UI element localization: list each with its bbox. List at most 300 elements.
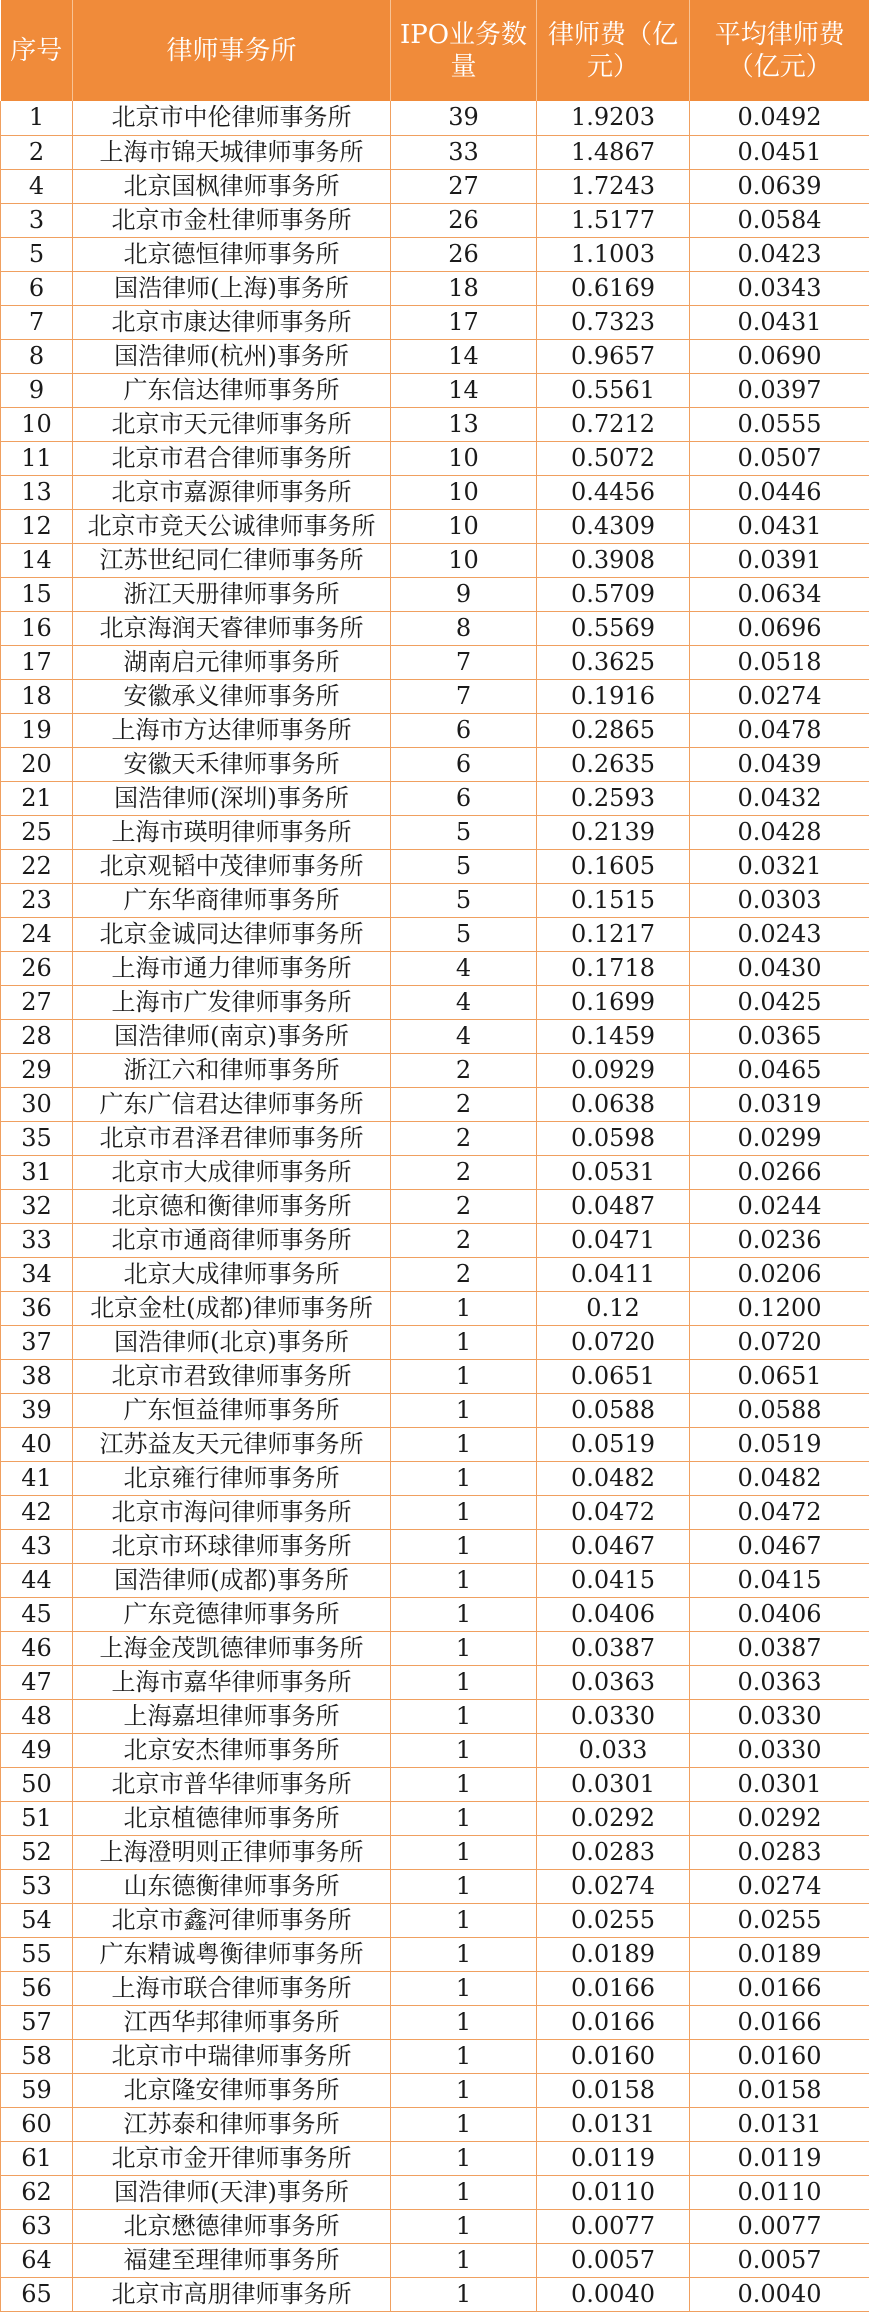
table-row — [1, 1393, 869, 1427]
cell-lawyer-fee: 0.9657 — [537, 339, 690, 373]
cell-ipo-count: 5 — [391, 917, 537, 951]
cell-lawyer-fee: 1.9203 — [537, 101, 690, 135]
cell-lawyer-fee: 0.0301 — [537, 1767, 690, 1801]
cell-law-firm: 北京市嘉源律师事务所 — [73, 475, 391, 509]
cell-rank: 17 — [1, 645, 73, 679]
cell-ipo-count: 1 — [391, 2243, 537, 2277]
cell-ipo-count: 1 — [391, 2209, 537, 2243]
cell-law-firm: 北京安杰律师事务所 — [73, 1733, 391, 1767]
cell-average-fee: 0.0519 — [690, 1427, 869, 1461]
cell-ipo-count: 10 — [391, 509, 537, 543]
cell-rank: 23 — [1, 883, 73, 917]
cell-rank: 5 — [1, 237, 73, 271]
cell-rank: 28 — [1, 1019, 73, 1053]
cell-rank: 58 — [1, 2039, 73, 2073]
cell-rank: 3 — [1, 203, 73, 237]
cell-rank: 44 — [1, 1563, 73, 1597]
cell-rank: 39 — [1, 1393, 73, 1427]
cell-law-firm: 广东竞德律师事务所 — [73, 1597, 391, 1631]
cell-rank: 21 — [1, 781, 73, 815]
cell-ipo-count: 2 — [391, 1121, 537, 1155]
cell-ipo-count: 1 — [391, 1359, 537, 1393]
table-row — [1, 1869, 869, 1903]
cell-lawyer-fee: 0.0189 — [537, 1937, 690, 1971]
cell-law-firm: 北京金杜(成都)律师事务所 — [73, 1291, 391, 1325]
cell-rank: 55 — [1, 1937, 73, 1971]
table-header — [1, 0, 869, 101]
cell-lawyer-fee: 0.0415 — [537, 1563, 690, 1597]
cell-lawyer-fee: 0.7212 — [537, 407, 690, 441]
cell-lawyer-fee: 0.0406 — [537, 1597, 690, 1631]
cell-average-fee: 0.0299 — [690, 1121, 869, 1155]
cell-law-firm: 广东恒益律师事务所 — [73, 1393, 391, 1427]
cell-average-fee: 0.0588 — [690, 1393, 869, 1427]
cell-average-fee: 0.0451 — [690, 135, 869, 169]
table-row — [1, 1495, 869, 1529]
cell-law-firm: 广东华商律师事务所 — [73, 883, 391, 917]
cell-lawyer-fee: 0.0588 — [537, 1393, 690, 1427]
cell-ipo-count: 4 — [391, 985, 537, 1019]
cell-ipo-count: 2 — [391, 1189, 537, 1223]
table-row — [1, 781, 869, 815]
cell-lawyer-fee: 0.0482 — [537, 1461, 690, 1495]
cell-ipo-count: 17 — [391, 305, 537, 339]
cell-lawyer-fee: 0.1459 — [537, 1019, 690, 1053]
cell-law-firm: 北京市普华律师事务所 — [73, 1767, 391, 1801]
cell-average-fee: 0.0467 — [690, 1529, 869, 1563]
cell-law-firm: 广东信达律师事务所 — [73, 373, 391, 407]
cell-ipo-count: 1 — [391, 2175, 537, 2209]
table-row — [1, 1325, 869, 1359]
cell-lawyer-fee: 0.0283 — [537, 1835, 690, 1869]
table-row — [1, 1563, 869, 1597]
cell-ipo-count: 1 — [391, 1665, 537, 1699]
table-row — [1, 2107, 869, 2141]
table-row — [1, 2005, 869, 2039]
table-row — [1, 1733, 869, 1767]
cell-law-firm: 国浩律师(上海)事务所 — [73, 271, 391, 305]
cell-law-firm: 上海澄明则正律师事务所 — [73, 1835, 391, 1869]
cell-average-fee: 0.0690 — [690, 339, 869, 373]
cell-lawyer-fee: 0.5709 — [537, 577, 690, 611]
table-row — [1, 1019, 869, 1053]
cell-rank: 15 — [1, 577, 73, 611]
cell-lawyer-fee: 0.0720 — [537, 1325, 690, 1359]
table-row — [1, 135, 869, 169]
cell-rank: 34 — [1, 1257, 73, 1291]
cell-ipo-count: 5 — [391, 883, 537, 917]
cell-average-fee: 0.0432 — [690, 781, 869, 815]
table-row — [1, 1631, 869, 1665]
cell-rank: 6 — [1, 271, 73, 305]
cell-lawyer-fee: 0.0110 — [537, 2175, 690, 2209]
cell-ipo-count: 14 — [391, 373, 537, 407]
cell-lawyer-fee: 0.0467 — [537, 1529, 690, 1563]
cell-ipo-count: 1 — [391, 1529, 537, 1563]
cell-law-firm: 北京国枫律师事务所 — [73, 169, 391, 203]
cell-ipo-count: 1 — [391, 1597, 537, 1631]
cell-ipo-count: 2 — [391, 1053, 537, 1087]
cell-lawyer-fee: 0.0166 — [537, 2005, 690, 2039]
cell-ipo-count: 1 — [391, 1291, 537, 1325]
cell-average-fee: 0.0397 — [690, 373, 869, 407]
table-row — [1, 2243, 869, 2277]
cell-ipo-count: 1 — [391, 1937, 537, 1971]
cell-average-fee: 0.0518 — [690, 645, 869, 679]
cell-average-fee: 0.0255 — [690, 1903, 869, 1937]
table-row — [1, 1597, 869, 1631]
cell-average-fee: 0.0391 — [690, 543, 869, 577]
cell-lawyer-fee: 0.0040 — [537, 2277, 690, 2311]
cell-rank: 14 — [1, 543, 73, 577]
cell-rank: 43 — [1, 1529, 73, 1563]
cell-ipo-count: 18 — [391, 271, 537, 305]
cell-ipo-count: 1 — [391, 1461, 537, 1495]
cell-average-fee: 0.0423 — [690, 237, 869, 271]
cell-average-fee: 0.0584 — [690, 203, 869, 237]
cell-law-firm: 北京市鑫河律师事务所 — [73, 1903, 391, 1937]
cell-ipo-count: 1 — [391, 2005, 537, 2039]
table-row — [1, 2277, 869, 2311]
cell-lawyer-fee: 0.0472 — [537, 1495, 690, 1529]
cell-average-fee: 0.0406 — [690, 1597, 869, 1631]
cell-lawyer-fee: 0.0363 — [537, 1665, 690, 1699]
header-average-fee: 平均律师费（亿元） — [690, 0, 869, 101]
cell-lawyer-fee: 0.1916 — [537, 679, 690, 713]
cell-lawyer-fee: 0.0487 — [537, 1189, 690, 1223]
table-row — [1, 339, 869, 373]
cell-lawyer-fee: 0.5561 — [537, 373, 690, 407]
cell-average-fee: 0.0555 — [690, 407, 869, 441]
cell-law-firm: 安徽天禾律师事务所 — [73, 747, 391, 781]
cell-lawyer-fee: 0.1605 — [537, 849, 690, 883]
table-row — [1, 305, 869, 339]
cell-average-fee: 0.0431 — [690, 305, 869, 339]
cell-rank: 7 — [1, 305, 73, 339]
cell-average-fee: 0.0639 — [690, 169, 869, 203]
cell-rank: 59 — [1, 2073, 73, 2107]
cell-law-firm: 北京金诚同达律师事务所 — [73, 917, 391, 951]
table-row — [1, 101, 869, 135]
cell-law-firm: 北京市康达律师事务所 — [73, 305, 391, 339]
table-row — [1, 611, 869, 645]
cell-law-firm: 安徽承义律师事务所 — [73, 679, 391, 713]
cell-rank: 61 — [1, 2141, 73, 2175]
cell-rank: 31 — [1, 1155, 73, 1189]
cell-lawyer-fee: 0.0057 — [537, 2243, 690, 2277]
table-row — [1, 1189, 869, 1223]
cell-rank: 12 — [1, 509, 73, 543]
cell-average-fee: 0.0428 — [690, 815, 869, 849]
cell-rank: 41 — [1, 1461, 73, 1495]
table-row — [1, 441, 869, 475]
table-row — [1, 1461, 869, 1495]
cell-ipo-count: 10 — [391, 543, 537, 577]
table-row — [1, 1971, 869, 2005]
cell-ipo-count: 27 — [391, 169, 537, 203]
cell-ipo-count: 1 — [391, 1427, 537, 1461]
table-row — [1, 1529, 869, 1563]
cell-law-firm: 浙江六和律师事务所 — [73, 1053, 391, 1087]
cell-average-fee: 0.0430 — [690, 951, 869, 985]
table-row — [1, 271, 869, 305]
cell-rank: 25 — [1, 815, 73, 849]
cell-average-fee: 0.0425 — [690, 985, 869, 1019]
cell-ipo-count: 1 — [391, 1801, 537, 1835]
table-row — [1, 883, 869, 917]
cell-law-firm: 上海市广发律师事务所 — [73, 985, 391, 1019]
cell-law-firm: 江苏益友天元律师事务所 — [73, 1427, 391, 1461]
cell-ipo-count: 9 — [391, 577, 537, 611]
cell-ipo-count: 1 — [391, 1495, 537, 1529]
cell-ipo-count: 14 — [391, 339, 537, 373]
cell-average-fee: 0.0387 — [690, 1631, 869, 1665]
cell-average-fee: 0.0482 — [690, 1461, 869, 1495]
table-row — [1, 713, 869, 747]
cell-rank: 60 — [1, 2107, 73, 2141]
cell-ipo-count: 10 — [391, 441, 537, 475]
cell-lawyer-fee: 0.0471 — [537, 1223, 690, 1257]
cell-ipo-count: 1 — [391, 1393, 537, 1427]
table-row — [1, 373, 869, 407]
cell-average-fee: 0.0492 — [690, 101, 869, 135]
cell-lawyer-fee: 0.0531 — [537, 1155, 690, 1189]
cell-law-firm: 上海嘉坦律师事务所 — [73, 1699, 391, 1733]
cell-law-firm: 山东德衡律师事务所 — [73, 1869, 391, 1903]
cell-lawyer-fee: 0.0638 — [537, 1087, 690, 1121]
cell-ipo-count: 1 — [391, 1869, 537, 1903]
cell-ipo-count: 26 — [391, 203, 537, 237]
cell-law-firm: 北京市中瑞律师事务所 — [73, 2039, 391, 2073]
table-row — [1, 1053, 869, 1087]
table-row — [1, 475, 869, 509]
cell-rank: 65 — [1, 2277, 73, 2311]
cell-lawyer-fee: 0.1718 — [537, 951, 690, 985]
cell-average-fee: 0.0166 — [690, 1971, 869, 2005]
cell-lawyer-fee: 0.0166 — [537, 1971, 690, 2005]
cell-lawyer-fee: 0.4456 — [537, 475, 690, 509]
cell-law-firm: 江西华邦律师事务所 — [73, 2005, 391, 2039]
cell-law-firm: 北京市君致律师事务所 — [73, 1359, 391, 1393]
table-row — [1, 2209, 869, 2243]
cell-law-firm: 北京市金开律师事务所 — [73, 2141, 391, 2175]
table-row — [1, 237, 869, 271]
table-row — [1, 1835, 869, 1869]
table-body — [1, 101, 869, 2311]
cell-lawyer-fee: 0.2635 — [537, 747, 690, 781]
cell-lawyer-fee: 0.2139 — [537, 815, 690, 849]
cell-lawyer-fee: 0.4309 — [537, 509, 690, 543]
cell-rank: 13 — [1, 475, 73, 509]
cell-rank: 2 — [1, 135, 73, 169]
table-row — [1, 2039, 869, 2073]
cell-law-firm: 北京雍行律师事务所 — [73, 1461, 391, 1495]
table-row — [1, 1257, 869, 1291]
cell-average-fee: 0.0651 — [690, 1359, 869, 1393]
cell-lawyer-fee: 0.1515 — [537, 883, 690, 917]
cell-law-firm: 北京市天元律师事务所 — [73, 407, 391, 441]
table-row — [1, 917, 869, 951]
cell-law-firm: 北京市君合律师事务所 — [73, 441, 391, 475]
cell-lawyer-fee: 0.0160 — [537, 2039, 690, 2073]
cell-rank: 56 — [1, 1971, 73, 2005]
cell-rank: 26 — [1, 951, 73, 985]
table-row — [1, 1699, 869, 1733]
cell-rank: 18 — [1, 679, 73, 713]
cell-law-firm: 北京市君泽君律师事务所 — [73, 1121, 391, 1155]
cell-law-firm: 北京市大成律师事务所 — [73, 1155, 391, 1189]
cell-average-fee: 0.0465 — [690, 1053, 869, 1087]
table-row — [1, 1087, 869, 1121]
cell-law-firm: 福建至理律师事务所 — [73, 2243, 391, 2277]
cell-average-fee: 0.0634 — [690, 577, 869, 611]
cell-ipo-count: 1 — [391, 1325, 537, 1359]
cell-average-fee: 0.0343 — [690, 271, 869, 305]
cell-rank: 38 — [1, 1359, 73, 1393]
table-row — [1, 543, 869, 577]
table-row — [1, 951, 869, 985]
cell-rank: 64 — [1, 2243, 73, 2277]
cell-average-fee: 0.0206 — [690, 1257, 869, 1291]
cell-law-firm: 湖南启元律师事务所 — [73, 645, 391, 679]
cell-average-fee: 0.0696 — [690, 611, 869, 645]
cell-law-firm: 北京观韬中茂律师事务所 — [73, 849, 391, 883]
table-row — [1, 1903, 869, 1937]
cell-law-firm: 上海市瑛明律师事务所 — [73, 815, 391, 849]
table-row — [1, 1767, 869, 1801]
cell-law-firm: 国浩律师(成都)事务所 — [73, 1563, 391, 1597]
cell-lawyer-fee: 0.0929 — [537, 1053, 690, 1087]
cell-average-fee: 0.0283 — [690, 1835, 869, 1869]
cell-ipo-count: 2 — [391, 1223, 537, 1257]
cell-average-fee: 0.1200 — [690, 1291, 869, 1325]
cell-rank: 33 — [1, 1223, 73, 1257]
cell-average-fee: 0.0720 — [690, 1325, 869, 1359]
cell-average-fee: 0.0363 — [690, 1665, 869, 1699]
cell-law-firm: 北京德恒律师事务所 — [73, 237, 391, 271]
cell-average-fee: 0.0507 — [690, 441, 869, 475]
cell-ipo-count: 2 — [391, 1087, 537, 1121]
cell-law-firm: 国浩律师(杭州)事务所 — [73, 339, 391, 373]
cell-rank: 8 — [1, 339, 73, 373]
cell-average-fee: 0.0158 — [690, 2073, 869, 2107]
cell-ipo-count: 1 — [391, 2141, 537, 2175]
cell-law-firm: 北京大成律师事务所 — [73, 1257, 391, 1291]
table-row — [1, 985, 869, 1019]
cell-lawyer-fee: 1.1003 — [537, 237, 690, 271]
cell-ipo-count: 1 — [391, 2039, 537, 2073]
cell-lawyer-fee: 0.0274 — [537, 1869, 690, 1903]
cell-rank: 29 — [1, 1053, 73, 1087]
cell-ipo-count: 13 — [391, 407, 537, 441]
cell-lawyer-fee: 0.0330 — [537, 1699, 690, 1733]
cell-ipo-count: 2 — [391, 1257, 537, 1291]
cell-ipo-count: 4 — [391, 951, 537, 985]
cell-average-fee: 0.0040 — [690, 2277, 869, 2311]
table-row — [1, 1223, 869, 1257]
cell-lawyer-fee: 0.0651 — [537, 1359, 690, 1393]
cell-ipo-count: 6 — [391, 713, 537, 747]
cell-law-firm: 北京海润天睿律师事务所 — [73, 611, 391, 645]
table-row — [1, 1937, 869, 1971]
cell-law-firm: 上海金茂凯德律师事务所 — [73, 1631, 391, 1665]
cell-rank: 24 — [1, 917, 73, 951]
cell-average-fee: 0.0431 — [690, 509, 869, 543]
table-row — [1, 577, 869, 611]
table-row — [1, 1801, 869, 1835]
header-ipo-count: IPO业务数量 — [391, 0, 537, 101]
cell-rank: 36 — [1, 1291, 73, 1325]
cell-ipo-count: 5 — [391, 849, 537, 883]
cell-rank: 16 — [1, 611, 73, 645]
cell-rank: 4 — [1, 169, 73, 203]
cell-rank: 45 — [1, 1597, 73, 1631]
cell-lawyer-fee: 0.7323 — [537, 305, 690, 339]
cell-ipo-count: 1 — [391, 1699, 537, 1733]
cell-ipo-count: 1 — [391, 2073, 537, 2107]
cell-average-fee: 0.0478 — [690, 713, 869, 747]
table-row — [1, 2141, 869, 2175]
cell-rank: 10 — [1, 407, 73, 441]
cell-ipo-count: 5 — [391, 815, 537, 849]
cell-lawyer-fee: 0.0158 — [537, 2073, 690, 2107]
table-row — [1, 815, 869, 849]
cell-rank: 37 — [1, 1325, 73, 1359]
table-row — [1, 1291, 869, 1325]
cell-lawyer-fee: 0.0119 — [537, 2141, 690, 2175]
cell-rank: 11 — [1, 441, 73, 475]
cell-ipo-count: 39 — [391, 101, 537, 135]
cell-lawyer-fee: 0.0387 — [537, 1631, 690, 1665]
cell-rank: 9 — [1, 373, 73, 407]
cell-rank: 46 — [1, 1631, 73, 1665]
table-row — [1, 203, 869, 237]
cell-average-fee: 0.0119 — [690, 2141, 869, 2175]
cell-average-fee: 0.0166 — [690, 2005, 869, 2039]
cell-ipo-count: 7 — [391, 645, 537, 679]
cell-law-firm: 北京市环球律师事务所 — [73, 1529, 391, 1563]
cell-ipo-count: 1 — [391, 1563, 537, 1597]
table-row — [1, 747, 869, 781]
cell-average-fee: 0.0077 — [690, 2209, 869, 2243]
cell-average-fee: 0.0439 — [690, 747, 869, 781]
table-row — [1, 2073, 869, 2107]
cell-ipo-count: 1 — [391, 1767, 537, 1801]
cell-law-firm: 北京隆安律师事务所 — [73, 2073, 391, 2107]
table-row — [1, 645, 869, 679]
cell-rank: 19 — [1, 713, 73, 747]
cell-average-fee: 0.0274 — [690, 679, 869, 713]
cell-average-fee: 0.0303 — [690, 883, 869, 917]
cell-average-fee: 0.0446 — [690, 475, 869, 509]
cell-law-firm: 国浩律师(深圳)事务所 — [73, 781, 391, 815]
cell-ipo-count: 1 — [391, 2107, 537, 2141]
cell-lawyer-fee: 0.3908 — [537, 543, 690, 577]
cell-rank: 62 — [1, 2175, 73, 2209]
cell-rank: 48 — [1, 1699, 73, 1733]
cell-rank: 47 — [1, 1665, 73, 1699]
cell-law-firm: 上海市联合律师事务所 — [73, 1971, 391, 2005]
cell-lawyer-fee: 0.12 — [537, 1291, 690, 1325]
cell-average-fee: 0.0131 — [690, 2107, 869, 2141]
cell-ipo-count: 10 — [391, 475, 537, 509]
cell-lawyer-fee: 0.5072 — [537, 441, 690, 475]
table-row — [1, 1121, 869, 1155]
cell-average-fee: 0.0292 — [690, 1801, 869, 1835]
cell-rank: 57 — [1, 2005, 73, 2039]
cell-law-firm: 上海市嘉华律师事务所 — [73, 1665, 391, 1699]
cell-law-firm: 北京植德律师事务所 — [73, 1801, 391, 1835]
